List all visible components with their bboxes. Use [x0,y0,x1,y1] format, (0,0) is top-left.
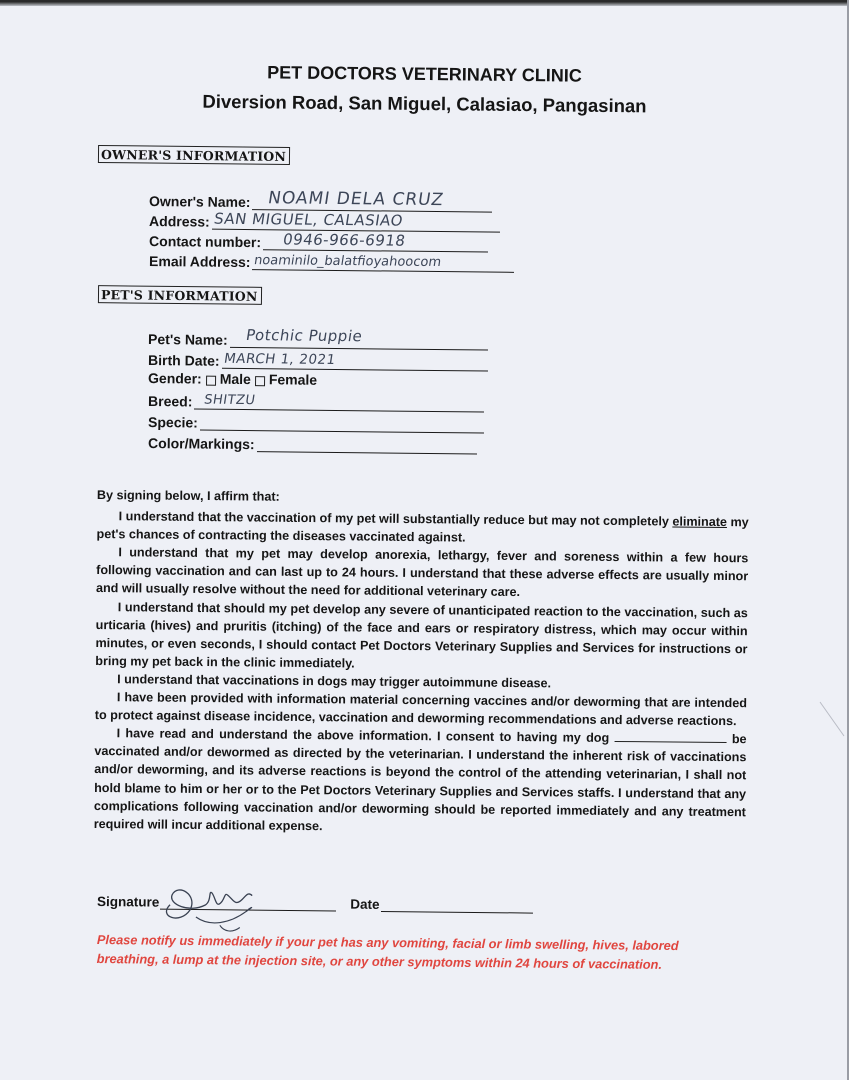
owner-address-label: Address: [149,213,210,230]
affirmation-paragraph-1 [96,507,748,549]
owner-email-line[interactable] [252,251,514,273]
affirmation-paragraph-6 [94,724,747,839]
date-label: Date [350,896,380,912]
handwritten-signature [150,865,281,936]
pet-birthdate-value: MARCH 1, 2021 [222,350,337,368]
pet-birthdate-label: Birth Date: [148,352,220,369]
affirmation-p1-underlined: eliminate [672,514,728,530]
pet-breed-field [148,390,485,413]
pet-color-label: Color/Markings: [148,435,255,453]
owner-section-header: OWNER'S INFORMATION [98,145,290,165]
owner-address-value: SAN MIGUEL, CALASIAO [212,209,404,230]
pet-specie-field [148,411,484,434]
owner-email-value: noaminilo_balatfioyahoocom [253,253,443,271]
pet-gender-label: Gender: [148,370,202,387]
signature-label: Signature [97,894,160,910]
gender-female-checkbox[interactable] [255,376,265,386]
pet-birthdate-field [148,349,488,372]
owner-address-field [149,210,500,233]
affirmation-paragraph-5: I have been provided with information material concerning vaccines and/or deworming that are intended to protect against disease incidence, vaccination and deworming recommendations and adverse reactions. [94,690,748,729]
dog-name-blank[interactable] [615,730,727,743]
owner-name-label: Owner's Name: [149,193,251,211]
affirmation-text [94,486,749,839]
pet-specie-label: Specie: [148,414,198,431]
pet-gender-field [148,370,317,388]
pet-breed-value: SHITZU [203,392,257,409]
owner-name-value: NOAMI DELA CRUZ [266,188,446,211]
affirmation-p1-text-a: I understand that the vaccination of my pet will substantially reduce but may not completely [118,509,673,529]
scan-edge-top [0,0,849,6]
owner-name-line[interactable] [252,188,492,213]
pet-specie-line[interactable] [200,412,484,434]
signature-line[interactable] [160,891,336,912]
affirmation-paragraph-2: I understand that my pet may develop anorexia, lethargy, fever and soreness within a few hours following vaccination and can last up to 24 hours. I understand that these adverse effects are usually minor and will usually resolve without the need for additional veterinary care. [95,545,749,600]
owner-address-line[interactable] [212,211,500,233]
pet-breed-line[interactable] [194,390,484,412]
pet-birthdate-line[interactable] [222,350,488,372]
owner-contact-label: Contact number: [149,233,262,251]
pet-section-header: PET'S INFORMATION [98,285,262,305]
affirmation-intro: By signing below, I affirm that: [96,487,280,504]
clinic-name: PET DOCTORS VETERINARY CLINIC [267,62,582,86]
gender-female-label: Female [268,371,318,388]
affirmation-paragraph-3: I understand that should my pet develop any severe of unanticipated reaction to the vaccination, such as urticaria (hives) and pruritis (itching) of the face and ears or respiratory distress, which may occur within minutes, or even seconds, I should contact Pet Doctors Veterinary Supplies and Services for instructions or bring my pet back in the clinic immediately. [95,599,748,671]
signature-row [97,890,533,914]
pet-name-line[interactable] [230,326,488,351]
affirmation-paragraph-4: I understand that vaccinations in dogs may trigger autoimmune disease. [117,672,552,691]
gender-male-checkbox[interactable] [206,376,216,386]
owner-contact-value: 0946-966-6918 [281,230,407,250]
pet-name-field [148,328,488,351]
owner-contact-field [149,230,488,253]
affirmation-p1-text-b: my pet's chances of contracting the diseases vaccinated against. [96,515,749,545]
owner-contact-line[interactable] [263,231,488,252]
gender-male-label: Male [219,370,251,388]
owner-email-field [149,250,515,273]
pet-name-label: Pet's Name: [148,331,228,348]
scan-artifact-mark [818,700,848,740]
owner-email-label: Email Address: [149,253,251,271]
affirmation-p6-text-b: be vaccinated and/or dewormed as directed by the veterinarian. I understand the inherent risk of vaccinations and/or deworming, and its adverse reactions is beyond the control of the attending veterinarian, I shall not hold blame to him or her or to the Pet Doctors Veterinary Supplies and Services staffs. I understand that any complications following vaccination and/or deworming should be reported immediately and any treatment required will incur additional expense. [93,732,747,833]
affirmation-p6-text-a: I have read and understand the above information. I consent to having my dog [116,726,615,746]
clinic-address: Diversion Road, San Miguel, Calasiao, Pangasinan [202,90,647,117]
pet-color-field [148,432,477,454]
vaccination-notice: Please notify us immediately if your pet has any vomiting, facial or limb swelling, hives, labored breathing, a lump at the injection site, or any other symptoms within 24 hours of vaccination. [96,931,679,972]
owner-name-field [149,190,493,213]
pet-name-value: Potchic Puppie [244,326,364,346]
pet-color-line[interactable] [257,433,477,454]
pet-breed-label: Breed: [148,393,193,410]
date-line[interactable] [381,893,533,914]
